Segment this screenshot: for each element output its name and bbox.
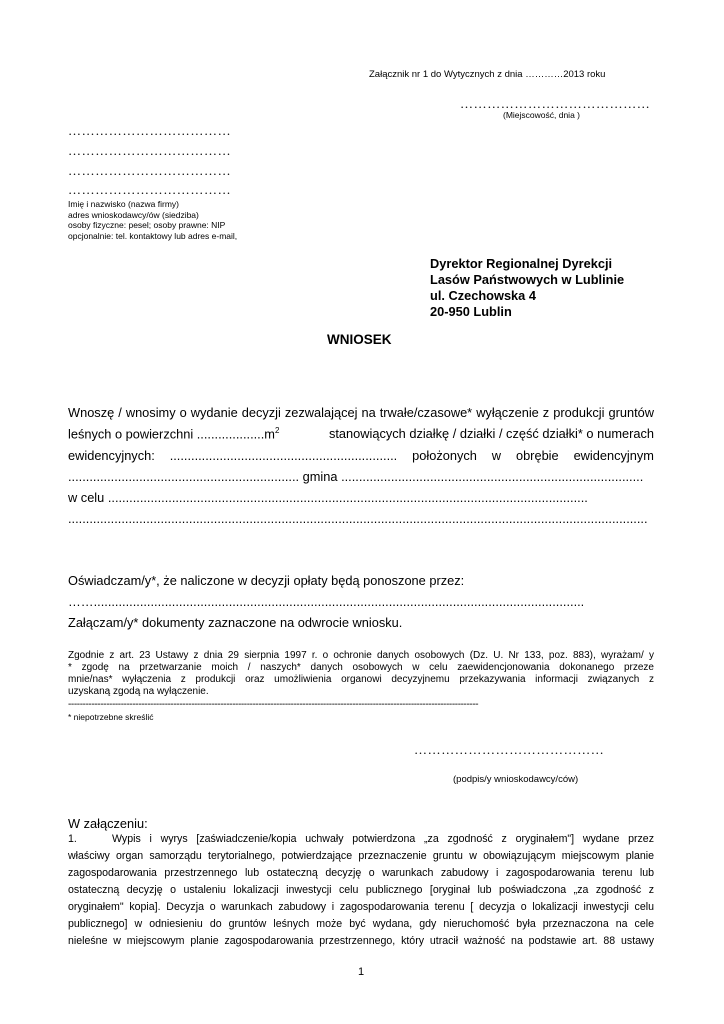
consent-line-3: mnie/nas* wyłączenia z produkcji oraz umożliwienia organowi decyzyjnemu przekazywania informacji związanych z bbox=[68, 674, 654, 685]
signature-label: (podpis/y wnioskodawcy/ców) bbox=[453, 774, 579, 785]
request-located: położonych bbox=[412, 448, 477, 463]
consent-line-4: uzyskaną zgodą na wyłączenie. bbox=[68, 686, 209, 697]
footnote: * niepotrzebne skreślić bbox=[68, 712, 154, 722]
request-line-4: ................................................................. gmina ..................................................................................... bbox=[68, 469, 644, 484]
request-line-2 bbox=[68, 426, 654, 441]
applicant-line-1: ……………………………… bbox=[68, 123, 232, 138]
request-precinct: obrębie bbox=[515, 448, 559, 463]
request-line-6: ................................................................................................................................................................... bbox=[68, 511, 648, 526]
applicant-hints bbox=[68, 199, 237, 241]
attachment-line-2: właściwy organ samorządu terytorialnego, potwierdzające przeznaczenie gruntu w obowiązującym miejscowym planie bbox=[68, 850, 654, 862]
applicant-hint-address: adres wnioskodawcy/ów (siedziba) bbox=[68, 209, 199, 220]
request-line-5: w celu ....................................................................................................................................... bbox=[68, 490, 588, 505]
request-cadastral: ewidencyjnym bbox=[573, 448, 654, 463]
addressee-line-3: ul. Czechowska 4 bbox=[430, 288, 536, 303]
attachment-item-number: 1. bbox=[68, 833, 77, 845]
place-date-dots: …………………………………… bbox=[460, 96, 651, 111]
request-cadastral-label: ewidencyjnych: bbox=[68, 448, 155, 463]
attachment-line-5: oryginałem" kopia]. Decyzja o warunkach zabudowy i zagospodarowania terenu [ decyzja o lokalizacji inwestycji celu bbox=[68, 901, 654, 913]
attachment-line-7: nieleśne w miejscowym planie zagospodarowania przestrzennego, który utracił ważność na podstawie art. 88 ustawy bbox=[68, 935, 654, 947]
attachment-line-6: publicznego] w odniesieniu do gruntów leśnych może być wydana, gdy nieruchomość była przeznaczona na cele bbox=[68, 918, 654, 930]
signature-dots: …………………………………… bbox=[414, 742, 605, 757]
request-parcels-text: stanowiących działkę / działki / część działki* o numerach bbox=[328, 426, 654, 441]
request-cadastral-dots: ................................................................ bbox=[169, 448, 398, 463]
consent-line-2: * zgodę na przetwarzanie moich / naszych* danych osobowych w celu zaewidencjonowania dokonanego przeze bbox=[68, 662, 654, 673]
request-area bbox=[68, 426, 279, 441]
addressee-line-1: Dyrektor Regionalnej Dyrekcji bbox=[430, 256, 613, 271]
applicant-line-4: ……………………………… bbox=[68, 182, 232, 197]
square-meter-sup: 2 bbox=[274, 426, 280, 435]
applicant-line-2: ……………………………… bbox=[68, 143, 232, 158]
declaration-text: Oświadczam/y*, że naliczone w decyzji opłaty będą ponoszone przez: bbox=[68, 573, 465, 588]
applicant-hint-contact: opcjonalnie: tel. kontaktowy lub adres e-mail, bbox=[68, 230, 238, 241]
request-area-text: leśnych o powierzchni ...................m bbox=[68, 426, 275, 442]
attachment-line-1: Wypis i wyrys [zaświadczenie/kopia uchwały potwierdzona „za zgodność z oryginałem"] wydane przez bbox=[112, 833, 654, 845]
document-title: WNIOSEK bbox=[327, 332, 392, 347]
request-line-1: Wnoszę / wnosimy o wydanie decyzji zezwalającej na trwałe/czasowe* wyłączenie z produkcji gruntów bbox=[68, 405, 654, 420]
addressee-block bbox=[430, 256, 624, 320]
attachment-line-4: ostateczną decyzję o ustaleniu lokalizacji inwestycji celu publicznego [oryginał lub poświadczona „za zgodność z bbox=[68, 884, 654, 896]
attachments-note: Załączam/y* dokumenty zaznaczone na odwrocie wniosku. bbox=[68, 615, 403, 630]
applicant-hint-id: osoby fizyczne: pesel; osoby prawne: NIP bbox=[68, 220, 226, 231]
request-line-3 bbox=[68, 448, 654, 463]
place-date-label: (Miejscowość, dnia ) bbox=[503, 110, 580, 120]
attachment-note: Załącznik nr 1 do Wytycznych z dnia …………2013 roku bbox=[369, 69, 606, 80]
page-number: 1 bbox=[358, 966, 365, 978]
applicant-hint-name: Imię i nazwisko (nazwa firmy) bbox=[68, 199, 179, 209]
attachments-heading: W załączeniu: bbox=[68, 816, 148, 831]
request-in: w bbox=[491, 448, 502, 463]
applicant-line-3: ……………………………… bbox=[68, 163, 232, 178]
addressee-line-4: 20-950 Lublin bbox=[430, 304, 512, 319]
declaration-dots: …….......................................................................................................................................... bbox=[68, 594, 585, 609]
divider-dashes: -------------------------------------------------------------------------------------------------------------------------------------------- bbox=[68, 699, 479, 710]
attachment-line-3: zagospodarowania przestrzennego lub ostateczną decyzję o warunkach zabudowy i zagospodarowania terenu lub bbox=[68, 867, 654, 879]
addressee-line-2: Lasów Państwowych w Lublinie bbox=[430, 272, 625, 287]
consent-line-1: Zgodnie z art. 23 Ustawy z dnia 29 sierpnia 1997 r. o ochronie danych osobowych (Dz. U. Nr 133, poz. 883), wyrażam/ y bbox=[68, 650, 654, 661]
